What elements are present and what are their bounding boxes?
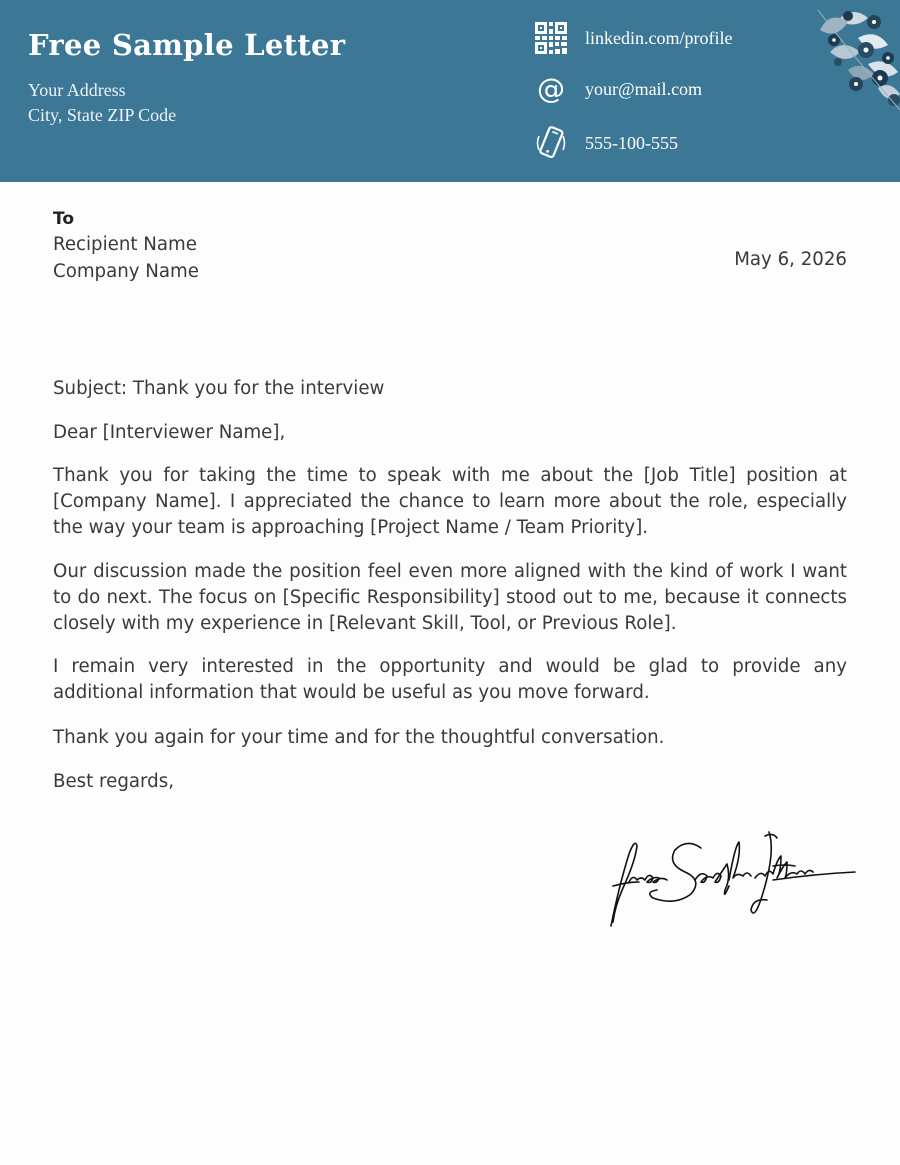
contact-email — [533, 71, 702, 107]
to-label: To — [53, 209, 75, 229]
body-paragraph-4: Thank you again for your time and for the thoughtful conversation. — [53, 727, 665, 748]
body-paragraph-3: I remain very interested in the opportunity and would be glad to provide any additional information that would be useful as you move forward. — [53, 656, 847, 703]
letterhead-header — [0, 0, 900, 182]
subject-line: Subject: Thank you for the interview — [53, 378, 385, 399]
closing: Best regards, — [53, 771, 174, 792]
at-sign-icon: @ — [537, 72, 565, 105]
sender-address-line2: City, State ZIP Code — [28, 105, 177, 125]
floral-decoration-icon — [808, 0, 900, 112]
recipient-name: Recipient Name — [53, 234, 197, 255]
sender-name-title: Free Sample Letter — [28, 28, 346, 62]
recipient-company: Company Name — [53, 261, 199, 282]
body-paragraph-1: Thank you for taking the time to speak with me about the [Job Title] position at [Company Name]. I appreciated the chance to learn more about the role, especially the way your team is approaching [Project Name / Team Priority]. — [53, 465, 847, 538]
handwritten-signature — [605, 826, 860, 932]
contact-linkedin — [533, 20, 732, 56]
qr-code-icon — [533, 20, 569, 56]
sender-address-line1: Your Address — [28, 80, 126, 100]
linkedin-url[interactable]: linkedin.com/profile — [585, 27, 733, 48]
contact-phone — [533, 125, 678, 161]
phone-number[interactable]: 555-100-555 — [585, 132, 678, 153]
body-paragraph-2: Our discussion made the position feel even more aligned with the kind of work I want to do next. The focus on [Specific Responsibility] stood out to me, because it connects closely with my experience in [Relevant Skill, Tool, or Previous Role]. — [53, 561, 847, 634]
greeting: Dear [Interviewer Name], — [53, 422, 286, 443]
letter-date: May 6, 2026 — [734, 249, 847, 270]
mobile-phone-icon — [533, 125, 569, 161]
email-address[interactable]: your@mail.com — [585, 78, 703, 99]
